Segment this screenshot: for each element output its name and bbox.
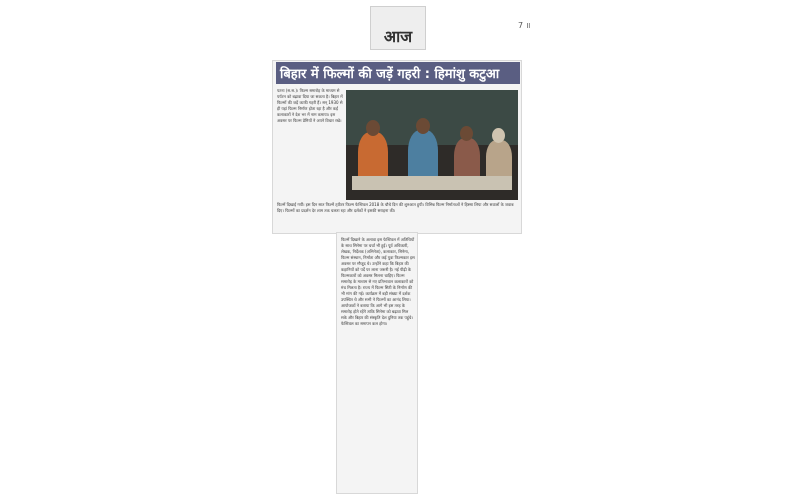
- article-column-text: फिल्में दिखाने के अलावा इस फेस्टिवल में अतिथियों के साथ सिनेमा पर चर्चा भी हुई। पूर्व अधिकारी, लेखक, निर्देशक (अभिनेता), कलाकार, सिनेमा, फिल्म संस्थान, निर्माता और कई युवा फिल्मकार इस अवसर पर मौजूद थे। उन्होंने कहा कि बिहार की कहानियों को पर्दे पर लाना जरूरी है। नई पीढ़ी के फिल्मकारों को अवसर मिलना चाहिए। फिल्म समारोह के माध्यम से नए प्रतिभावान कलाकारों को मंच मिलता है। राज्य में फिल्म सिटी के निर्माण की भी मांग की गई। कार्यक्रम में बड़ी संख्या में दर्शक उपस्थित थे और सभी ने फिल्मों का आनंद लिया। आयोजकों ने बताया कि आगे भी इस तरह के समारोह होते रहेंगे ताकि सिनेमा को बढ़ावा मिल सके और बिहार की संस्कृति देश दुनिया तक पहुंचे। फेस्टिवल का समापन कल होगा।: [341, 237, 415, 326]
- panel-discussion-photo: [346, 90, 518, 200]
- newspaper-masthead: [370, 6, 426, 50]
- article-headline-bar: [276, 62, 520, 84]
- handwritten-page-number: 7 ॥: [518, 21, 531, 30]
- article-body-text: फिल्में दिखाई गयीं। इस दिन सात फिल्में ट्वीटर फिल्म फेस्टिवल 2018 के चौथे दिन की शुरुआत हुयी। विभिन्न फिल्म निर्माताओं ने हिस्सा लिया और सवालों के जवाब दिए। फिल्मों का प्रदर्शन देर शाम तक चलता रहा और दर्शकों ने इसकी सराहना की।: [277, 202, 514, 213]
- article-continuation-column: [336, 232, 418, 494]
- article-headline: बिहार में फिल्मों की जड़ें गहरी : हिमांशु कटुआ: [280, 67, 500, 82]
- article-lead-text: पटना (स.स.)। फिल्म समारोह के माध्यम से पर्यटन को बढ़ावा दिया जा सकता है। बिहार में फिल्मों की जड़ें काफी गहरी हैं। सन् 1930 से ही यहां फिल्म निर्माण होता रहा है और कई कलाकारों ने देश भर में नाम कमाया। इस अवसर पर फिल्म प्रेमियों ने अपने विचार रखे।: [277, 88, 343, 123]
- masthead-logo: आज: [383, 27, 413, 46]
